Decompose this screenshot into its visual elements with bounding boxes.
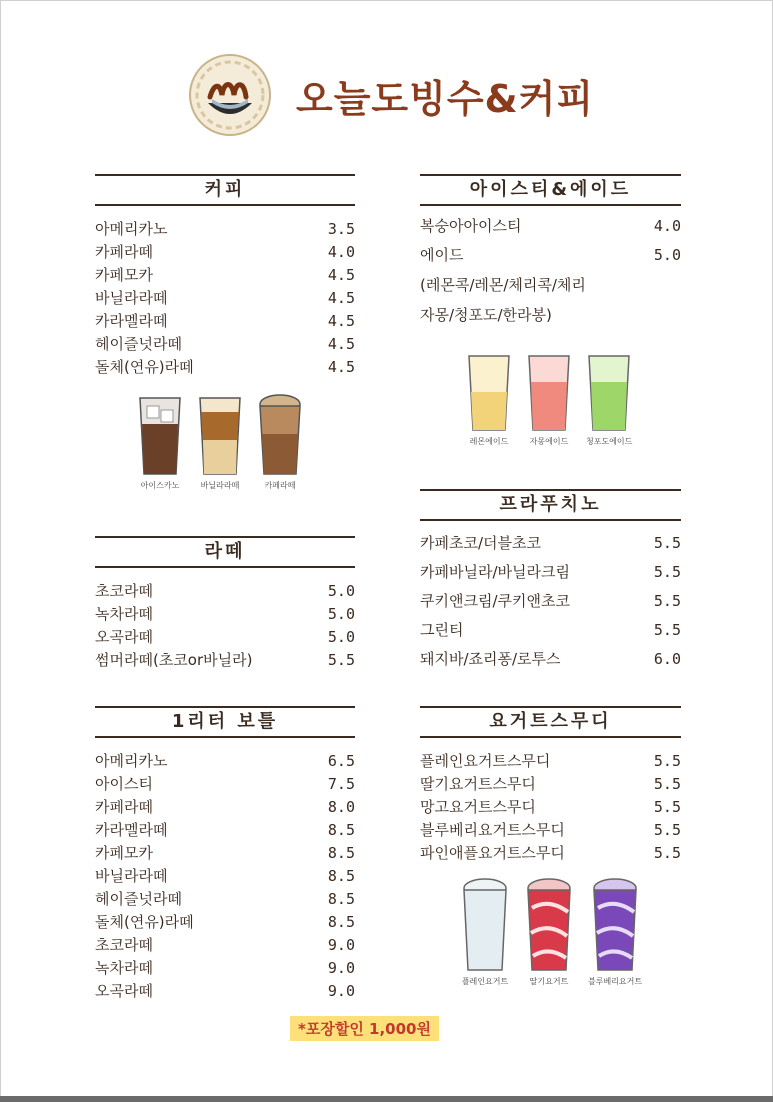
header <box>188 52 594 138</box>
menu-item: 녹차라떼 5.0 <box>95 605 355 623</box>
menu-item: 돌체(연유)라떼 8.5 <box>95 913 355 931</box>
takeout-discount-note: *포장할인 1,000원 <box>290 1016 439 1041</box>
coffee-images <box>137 394 317 491</box>
menu-item: 아이스티 7.5 <box>95 775 355 793</box>
drink-image: 아이스카노 <box>137 394 183 491</box>
section-tea-ade <box>420 174 681 330</box>
section-title: 커피 <box>95 174 355 206</box>
ade-flavors-note: (레몬콕/레몬/체리콕/체리 <box>420 276 586 294</box>
menu-item: 녹차라떼 9.0 <box>95 959 355 977</box>
menu-item: 바닐라라떼 4.5 <box>95 289 355 307</box>
section-title: 아이스티&에이드 <box>420 174 681 206</box>
lemon-ade-icon <box>466 352 512 432</box>
drink-image: 블루베리요거트 <box>588 878 642 987</box>
ade-flavors-note: 자몽/청포도/한라봉) <box>420 306 552 324</box>
drink-image: 플레인요거트 <box>460 878 510 987</box>
menu-item: 파인애플요거트스무디 5.5 <box>420 844 681 862</box>
menu-item: 에이드 5.0 <box>420 246 681 264</box>
bottom-edge <box>0 1096 773 1102</box>
menu-item: 헤이즐넛라떼 4.5 <box>95 335 355 353</box>
drink-image: 카페라떼 <box>257 394 303 491</box>
section-title: 프라푸치노 <box>420 489 681 521</box>
drink-image: 청포도에이드 <box>586 352 632 447</box>
logo-emblem-icon <box>188 53 272 137</box>
menu-item: 초코라떼 5.0 <box>95 582 355 600</box>
cafe-latte-icon <box>257 394 303 476</box>
iced-americano-icon <box>137 394 183 476</box>
drink-image: 바닐라라떼 <box>197 394 243 491</box>
menu-item: 돼지바/죠리퐁/로투스 6.0 <box>420 650 681 668</box>
menu-item: 카페라떼 8.0 <box>95 798 355 816</box>
menu-item: 카페모카 8.5 <box>95 844 355 862</box>
menu-item: 카페모카 4.5 <box>95 266 355 284</box>
drink-image: 딸기요거트 <box>524 878 574 987</box>
plain-yogurt-smoothie-icon <box>460 878 510 972</box>
menu-item: 오곡라떼 5.0 <box>95 628 355 646</box>
menu-item: 블루베리요거트스무디 5.5 <box>420 821 681 839</box>
menu-item: 썸머라떼(초코or바닐라) 5.5 <box>95 651 355 669</box>
menu-item: 카페바닐라/바닐라크림 5.5 <box>420 563 681 581</box>
drink-image: 자몽에이드 <box>526 352 572 447</box>
menu-item: 아메리카노 6.5 <box>95 752 355 770</box>
smoothie-images <box>460 878 656 987</box>
section-coffee <box>95 174 355 379</box>
drink-image: 레몬에이드 <box>466 352 512 447</box>
menu-item: 쿠키앤크림/쿠키앤초코 5.5 <box>420 592 681 610</box>
menu-item: 바닐라라떼 8.5 <box>95 867 355 885</box>
section-bottle <box>95 706 355 1003</box>
menu-item: 아메리카노 3.5 <box>95 220 355 238</box>
menu-item: 그린티 5.5 <box>420 621 681 639</box>
menu-item: 오곡라떼 9.0 <box>95 982 355 1000</box>
menu-item: 딸기요거트스무디 5.5 <box>420 775 681 793</box>
menu-item: 카페초코/더블초코 5.5 <box>420 534 681 552</box>
brand-title: 오늘도빙수&커피 <box>296 76 595 121</box>
green-grape-ade-icon <box>586 352 632 432</box>
menu-item: 헤이즐넛라떼 8.5 <box>95 890 355 908</box>
menu-item: 카라멜라떼 4.5 <box>95 312 355 330</box>
menu-item: 복숭아아이스티 4.0 <box>420 217 681 235</box>
menu-item: 카라멜라떼 8.5 <box>95 821 355 839</box>
section-latte <box>95 536 355 672</box>
menu-item: 초코라떼 9.0 <box>95 936 355 954</box>
blueberry-yogurt-smoothie-icon <box>590 878 640 972</box>
menu-item: 돌체(연유)라떼 4.5 <box>95 358 355 376</box>
menu-item: 망고요거트스무디 5.5 <box>420 798 681 816</box>
ade-images <box>466 352 646 447</box>
menu-item: 플레인요거트스무디 5.5 <box>420 752 681 770</box>
vanilla-latte-icon <box>197 394 243 476</box>
menu-item: 카페라떼 4.0 <box>95 243 355 261</box>
strawberry-yogurt-smoothie-icon <box>524 878 574 972</box>
section-title: 요거트스무디 <box>420 706 681 738</box>
grapefruit-ade-icon <box>526 352 572 432</box>
section-title: 라떼 <box>95 536 355 568</box>
section-title: 1리터 보틀 <box>95 706 355 738</box>
section-frappuccino <box>420 489 681 674</box>
section-yogurt-smoothie <box>420 706 681 865</box>
